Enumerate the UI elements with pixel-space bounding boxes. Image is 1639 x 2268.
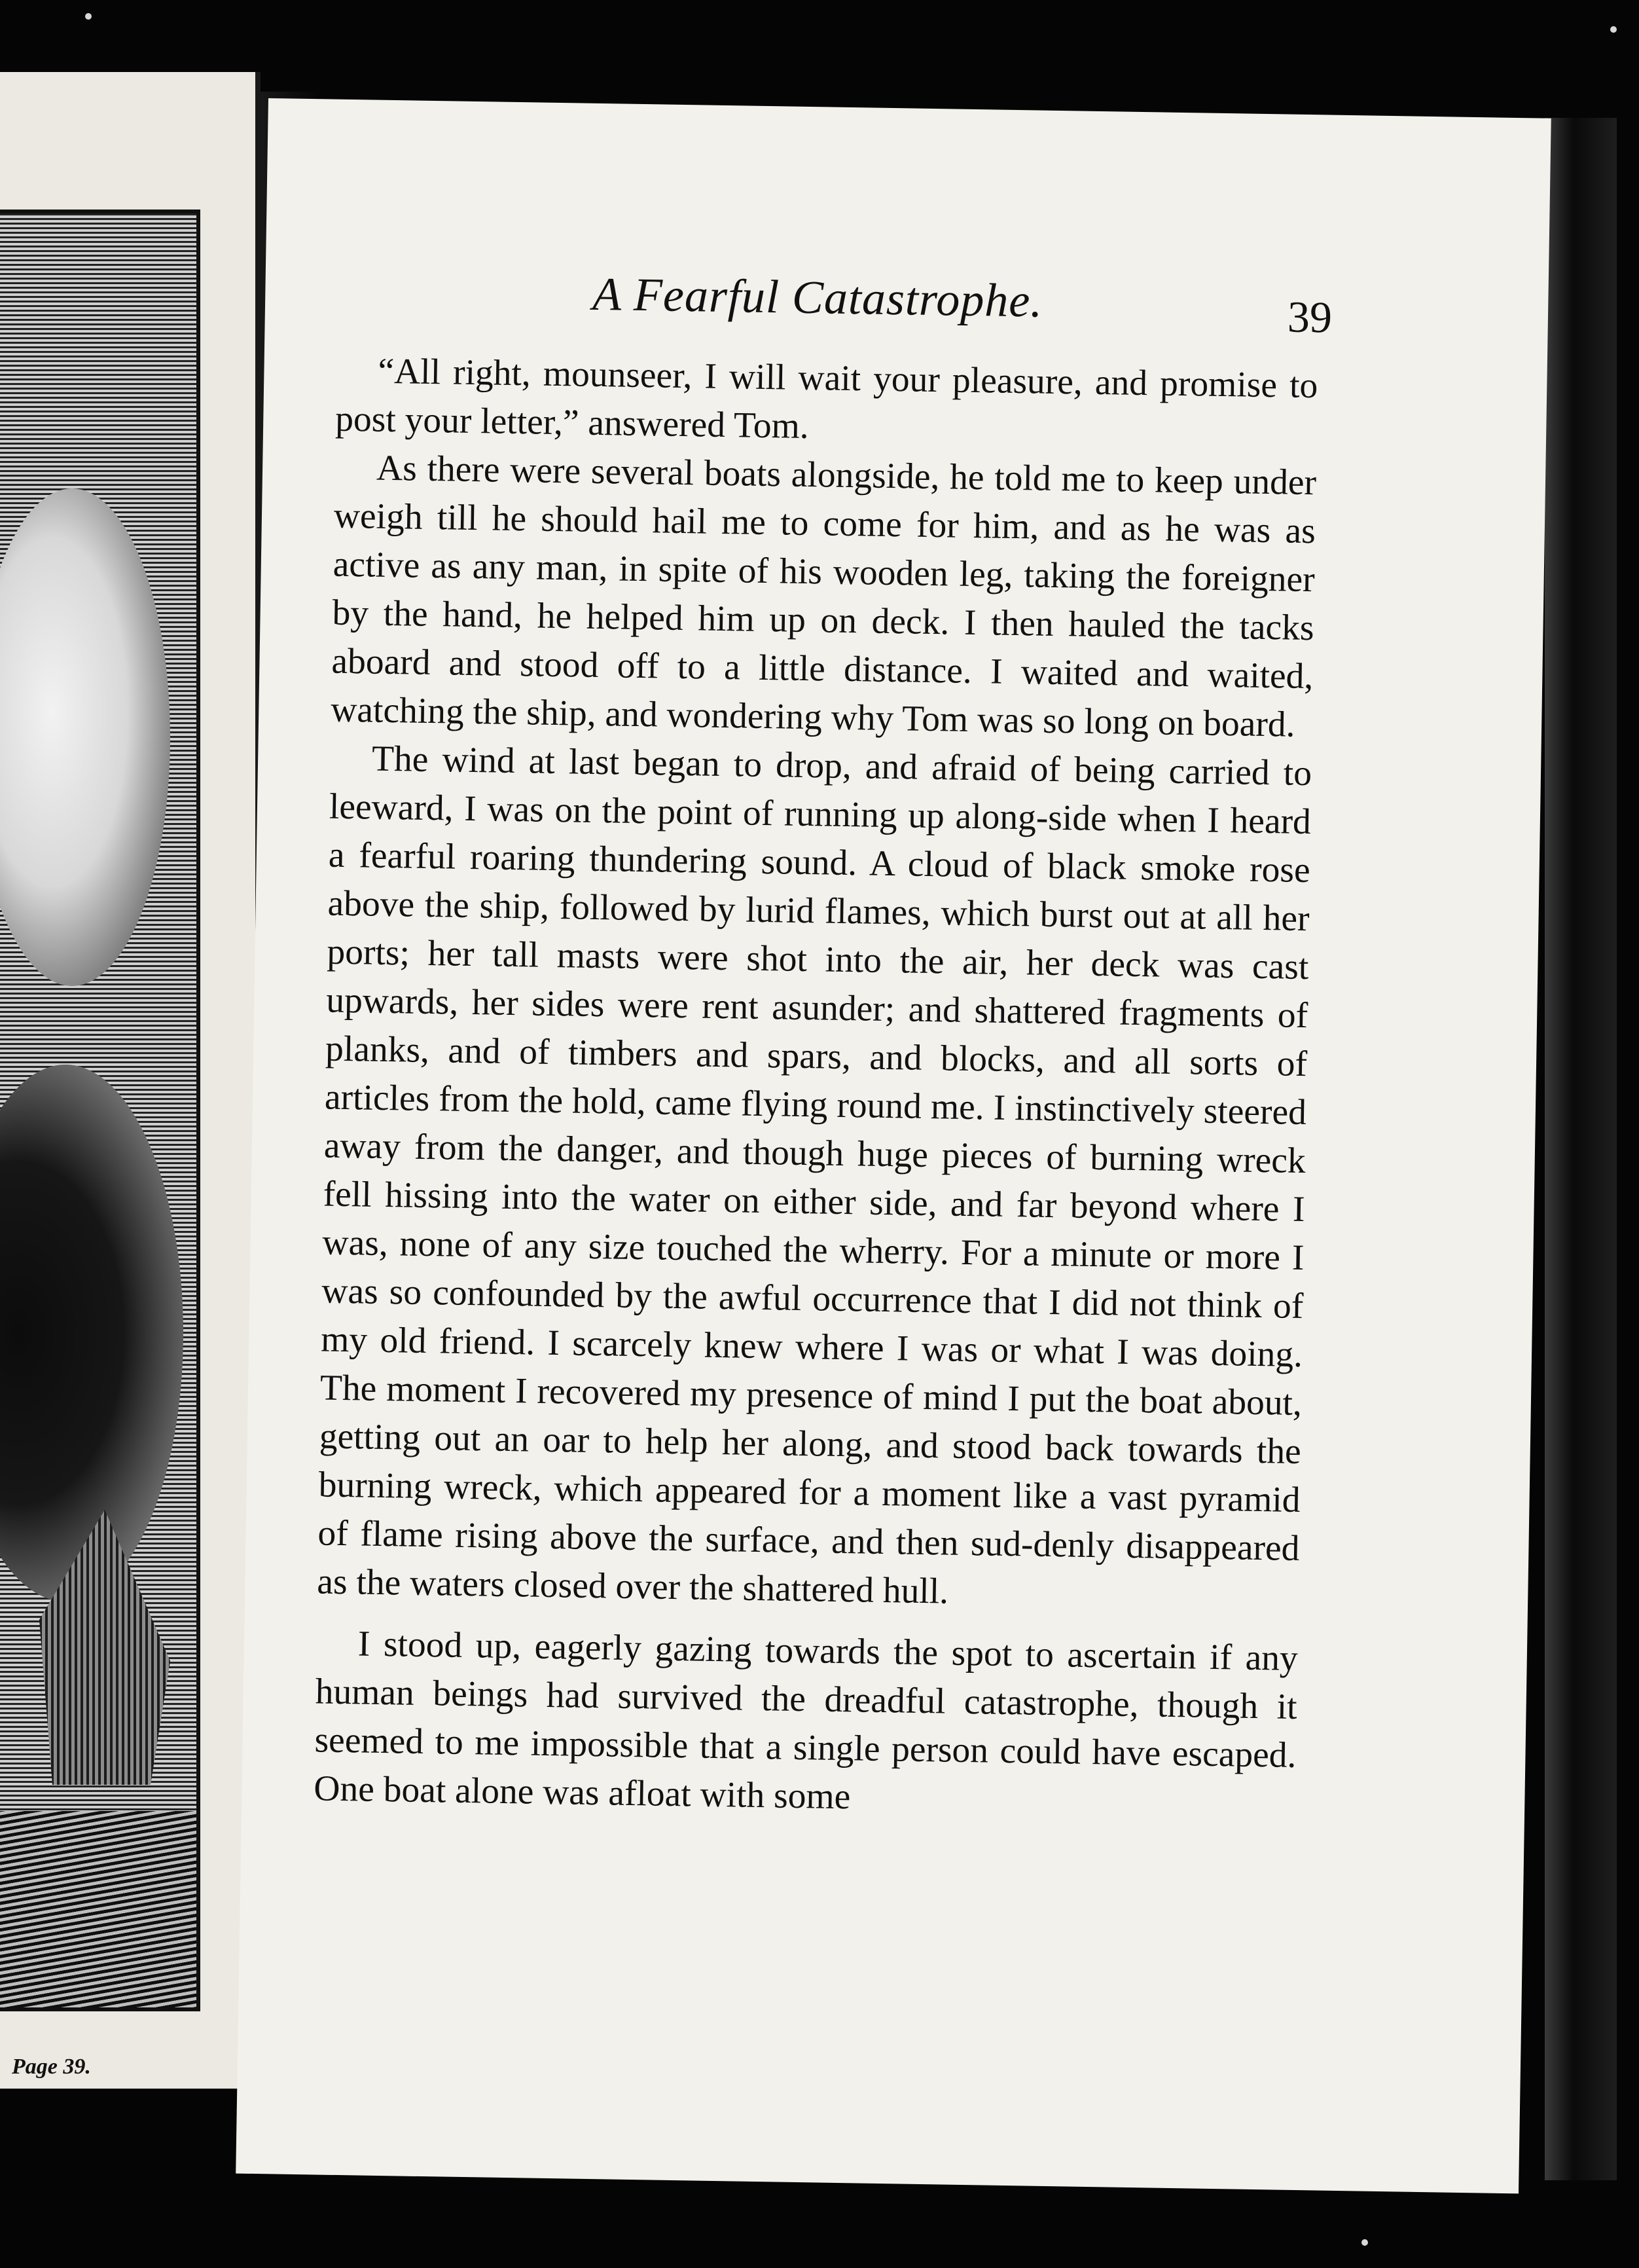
left-facing-page — [0, 72, 261, 2089]
right-text-page — [236, 98, 1551, 2193]
page-edge — [1545, 118, 1617, 2180]
scan-speck — [1361, 2239, 1368, 2246]
illustration-smoke — [0, 488, 170, 986]
body-text — [314, 347, 1318, 1829]
illustration-dark-sea — [0, 1065, 183, 1601]
scan-speck — [1610, 26, 1617, 33]
illustration-caption: Page 39. — [12, 2055, 91, 2079]
engraving-illustration — [0, 210, 200, 2011]
page-number: 39 — [1287, 291, 1333, 342]
paragraph: The wind at last began to drop, and afraid of being carried to leeward, I was on the point of running up along-side when I heard a fearful roaring thundering sound. A cloud of black smoke rose above the ship, followed by lurid flames, which burst out at all her ports; her tall masts were shot into the air, her deck was cast upwards, her sides were rent asunder; and shattered fragments of planks, and of timbers and spars, and blocks, and all sorts of articles from the hold, came flying round me. I instinctively steered away from the danger, and though huge pieces of burning wreck fell hissing into the water on either side, and far beyond where I was, none of any size touched the wherry. For a minute or more I was so confounded by the awful occurrence that I did not think of my old friend. I scarcely knew where I was or what I was doing. The moment I recovered my presence of mind I put the boat about, getting out an oar to help her along, and stood back towards the burning wreck, which appeared for a moment like a vast pyramid of flame rising above the surface, and then sud-denly disappeared as the waters closed over the shattered hull. — [316, 739, 1312, 1612]
paragraph: “All right, mounseer, I will wait your pleasure, and promise to post your letter,” answered Tom. — [334, 351, 1318, 447]
paragraph: I stood up, eagerly gazing towards the spot to ascertain if any human beings had survived the dreadful catastrophe, though it seemed to me impossible that a single person could have escaped. One boat alone was afloat with some — [313, 1624, 1299, 1818]
running-head — [336, 263, 1333, 344]
illustration-waves — [0, 1811, 196, 2007]
paragraph: As there were several boats alongside, he told me to keep under weigh till he should hail me to come for him, and as he was as active as any man, in spite of his wooden leg, taking the foreigner by the hand, he helped him up on deck. I then hauled the tacks aboard and stood off to a little distance. I waited and waited, watching the ship, and wondering why Tom was so long on board. — [330, 448, 1317, 745]
scan-speck — [85, 13, 92, 20]
page-content — [313, 263, 1333, 1829]
running-title: A Fearful Catastrophe. — [592, 267, 1043, 327]
